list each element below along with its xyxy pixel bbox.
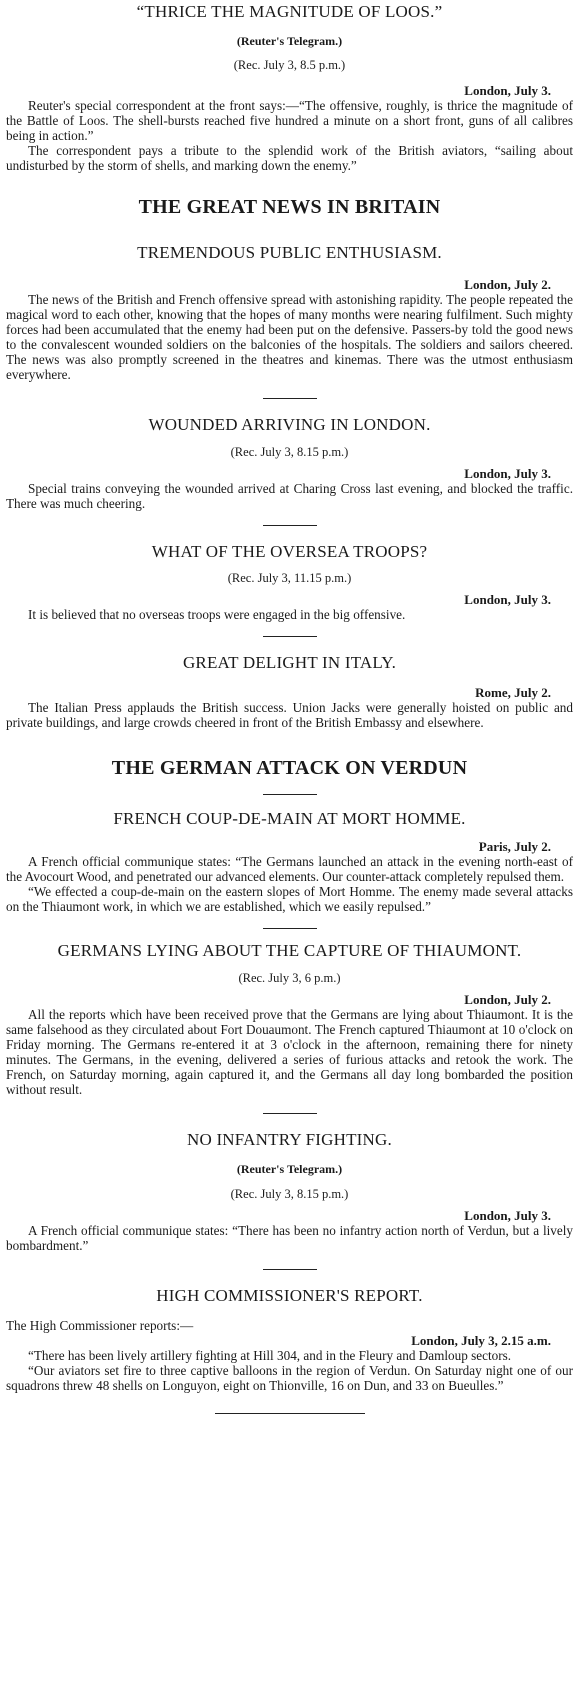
received-line: (Rec. July 3, 8.5 p.m.): [233, 58, 346, 72]
paragraph: “Our aviators set fire to three captive balloons in the region of Verdun. On Saturday night one of our squadrons threw 48 shells on Longuyon, eight on Thionville, 16 on Dun, and 33 on Bueulles.”: [6, 1363, 573, 1393]
article-no-infantry: [6, 1130, 573, 1253]
divider: [263, 1269, 317, 1270]
paragraph: “We effected a coup-de-main on the eastern slopes of Mort Homme. The enemy made several attacks on the Thiaumont work, in which we are established, which we easily repulsed.”: [6, 884, 573, 914]
dateline: London, July 3, 2.15 a.m.: [411, 1333, 551, 1348]
paragraph: The correspondent pays a tribute to the splendid work of the British aviators, “sailing about undisturbed by the storm of shells, and marking down the enemy.”: [6, 143, 573, 173]
article-public-enthusiasm: [6, 243, 573, 382]
article-wounded-arriving: [6, 415, 573, 511]
end-rule: [215, 1413, 365, 1414]
headline: GREAT DELIGHT IN ITALY.: [182, 653, 397, 672]
headline: WOUNDED ARRIVING IN LONDON.: [148, 415, 431, 434]
article-thiaumont: [6, 941, 573, 1097]
dateline: London, July 3.: [464, 83, 551, 98]
dateline: London, July 3.: [464, 466, 551, 481]
received-line: (Rec. July 3, 8.15 p.m.): [230, 1187, 349, 1201]
article-oversea-troops: [6, 542, 573, 622]
article-italy: [6, 653, 573, 730]
dateline: London, July 2.: [464, 277, 551, 292]
dateline: Paris, July 2.: [478, 839, 551, 854]
received-line: (Rec. July 3, 6 p.m.): [238, 971, 341, 985]
section-headline: THE GREAT NEWS IN BRITAIN: [138, 196, 441, 218]
headline: WHAT OF THE OVERSEA TROOPS?: [151, 542, 428, 561]
headline: TREMENDOUS PUBLIC ENTHUSIASM.: [137, 243, 442, 262]
divider: [263, 636, 317, 637]
paragraph: All the reports which have been received prove that the Germans are lying about Thiaumont. It is the same falsehood as they circulated about Fort Douaumont. The French captured Thiaumont at 10 o'clock on Friday morning. The Germans re-entered it at 3 o'clock in the afternoon, remaining there for ninety minutes. The Germans, in the evening, delivered a series of furious attacks and retook the work. The French, on Saturday morning, again captured it, and the Germans all day long bombarded the position without result.: [6, 1007, 573, 1097]
divider: [263, 398, 317, 399]
received-line: (Rec. July 3, 8.15 p.m.): [230, 445, 349, 459]
section-headline: THE GERMAN ATTACK ON VERDUN: [111, 757, 468, 779]
dateline: London, July 3.: [464, 1208, 551, 1223]
article-high-commissioner: [6, 1286, 573, 1393]
divider: [263, 525, 317, 526]
headline: FRENCH COUP-DE-MAIN AT MORT HOMME.: [113, 809, 466, 828]
paragraph: “There has been lively artillery fighting at Hill 304, and in the Fleury and Damloup sectors.: [28, 1348, 512, 1363]
paragraph: Reuter's special correspondent at the front says:—“The offensive, roughly, is thrice the magnitude of the Battle of Loos. The shell-bursts reached five hundred a minute on a short front, guns of all calibres being in action.”: [6, 98, 573, 143]
dateline: Rome, July 2.: [475, 685, 551, 700]
credit-line: (Reuter's Telegram.): [236, 1162, 343, 1176]
divider: [263, 794, 317, 795]
divider: [263, 928, 317, 929]
headline: HIGH COMMISSIONER'S REPORT.: [156, 1286, 423, 1305]
dateline: London, July 2.: [464, 992, 551, 1007]
article-mort-homme: [6, 809, 573, 914]
headline: “THRICE THE MAGNITUDE OF LOOS.”: [136, 2, 443, 21]
intro-line: The High Commissioner reports:—: [6, 1318, 194, 1333]
headline: GERMANS LYING ABOUT THE CAPTURE OF THIAUMONT.: [57, 941, 522, 960]
article-thrice-magnitude: [6, 2, 573, 173]
paragraph: A French official communique states: “There has been no infantry action north of Verdun, but a lively bombardment.”: [6, 1223, 573, 1253]
paragraph: The news of the British and French offensive spread with astonishing rapidity. The people repeated the magical word to each other, knowing that the hopes of many months were nearing fulfilment. Such mighty forces had been accumulated that the enemy had been put on the defensive. Passers-by told the good news to the convalescent wounded soldiers on the balconies of the hospitals. The soldiers and sailors cheered. The news was also promptly screened in the theatres and kinemas. There was the utmost enthusiasm everywhere.: [6, 292, 573, 382]
dateline: London, July 3.: [464, 592, 551, 607]
paragraph: Special trains conveying the wounded arrived at Charing Cross last evening, and blocked the traffic. There was much cheering.: [6, 481, 573, 511]
received-line: (Rec. July 3, 11.15 p.m.): [227, 571, 352, 585]
paragraph: A French official communique states: “The Germans launched an attack in the evening north-east of the Avocourt Wood, and penetrated our advanced elements. Our counter-attack completely repulsed them.: [6, 854, 573, 884]
paragraph: It is believed that no overseas troops were engaged in the big offensive.: [28, 607, 406, 622]
headline: NO INFANTRY FIGHTING.: [187, 1130, 392, 1149]
paragraph: The Italian Press applauds the British success. Union Jacks were generally hoisted on public and private buildings, and large crowds cheered in front of the British Embassy and elsewhere.: [6, 700, 573, 730]
credit-line: (Reuter's Telegram.): [236, 34, 343, 48]
divider: [263, 1113, 317, 1114]
